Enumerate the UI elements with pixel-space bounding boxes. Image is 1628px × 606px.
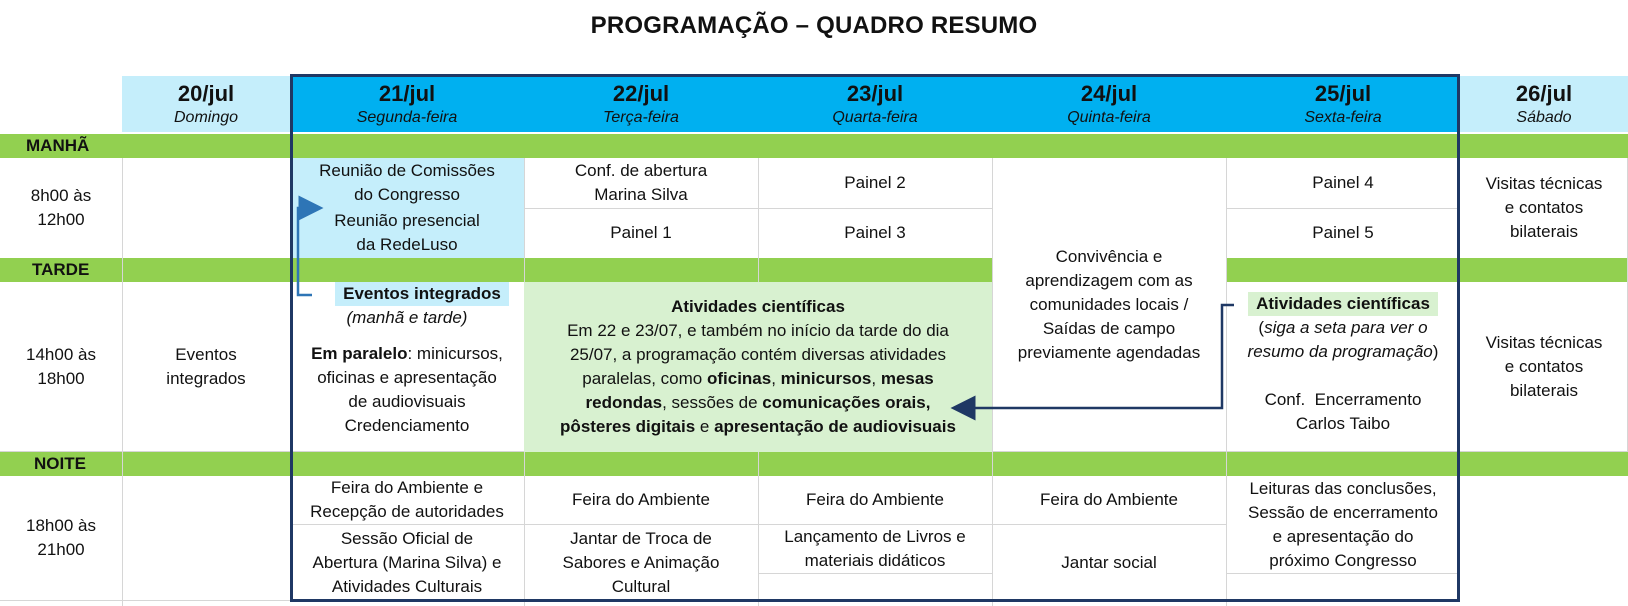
cell-line: de audiovisuais [348, 392, 466, 411]
time-line: 18h00 às [26, 516, 96, 535]
text: resumo da programação [1247, 342, 1433, 361]
arrow-eventos-integrados [298, 208, 316, 295]
cell-line: materiais didáticos [804, 551, 946, 570]
cell-line: e contatos [1504, 198, 1584, 217]
time-line: 14h00 às [26, 345, 96, 364]
cell-line: Convivência e [1055, 247, 1163, 266]
day-date: 22/jul [612, 81, 670, 106]
time-line: 12h00 [37, 210, 85, 229]
cell-line: Sabores e Animação [562, 553, 720, 572]
cell-tue-evening-1: Feira do Ambiente [572, 490, 710, 509]
day-date: 20/jul [177, 81, 235, 106]
time-line: 8h00 às [30, 186, 92, 205]
cell-line: comunidades locais / [1029, 295, 1189, 314]
cell-line: integrados [166, 369, 246, 388]
text: ) [1432, 342, 1439, 361]
cell-line: do Congresso [354, 185, 460, 204]
text: ( [1258, 318, 1265, 337]
eventos-integrados-title: Eventos integrados [335, 282, 509, 306]
period-label-manha: MANHÃ [26, 136, 90, 155]
cell-line: bilaterais [1509, 381, 1579, 400]
keyword: mesas [880, 369, 934, 388]
keyword: pôsteres digitais [560, 417, 696, 436]
cell-thu-evening-2: Jantar social [1061, 553, 1157, 572]
cell-wed-morning-1: Painel 2 [844, 173, 906, 192]
cell-line: Feira do Ambiente e [330, 478, 484, 497]
cell-line: Marina Silva [594, 185, 688, 204]
text: siga a seta para ver o [1264, 318, 1428, 337]
day-weekday: Sexta-feira [1304, 109, 1382, 126]
cell-line: Sessão de encerramento [1248, 503, 1438, 522]
fri-sci-title: Atividades científicas [1248, 292, 1438, 316]
cell-line: Cultural [611, 577, 671, 596]
cell-line: bilaterais [1509, 222, 1579, 241]
cell-line: Eventos [175, 345, 237, 364]
cell-line: Lançamento de Livros e [784, 527, 966, 546]
day-date: 23/jul [846, 81, 904, 106]
cell-line: próximo Congresso [1269, 551, 1417, 570]
cell-line: Visitas técnicas [1485, 174, 1603, 193]
cell-fri-morning-1: Painel 4 [1312, 173, 1374, 192]
time-line: 21h00 [37, 540, 85, 559]
keyword: comunicações orais, [762, 393, 931, 412]
keyword: oficinas [706, 369, 772, 388]
cell-line: e contatos [1504, 357, 1584, 376]
cell-tue-morning-2: Painel 1 [610, 223, 672, 242]
cell-wed-morning-2: Painel 3 [844, 223, 906, 242]
keyword: apresentação de audiovisuais [714, 417, 956, 436]
cell-line: Sessão Oficial de [340, 529, 474, 548]
cell-line: Saídas de campo [1042, 319, 1176, 338]
em-paralelo-text: : minicursos, [407, 344, 503, 363]
cell-line: aprendizagem com as [1025, 271, 1193, 290]
period-label-tarde: TARDE [32, 260, 90, 279]
cell-line: e apresentação do [1272, 527, 1414, 546]
em-paralelo-label: Em paralelo [311, 344, 408, 363]
text: , [771, 369, 781, 388]
cell-line: (manhã e tarde) [346, 308, 468, 327]
day-date: 21/jul [378, 81, 436, 106]
day-weekday: Domingo [173, 109, 239, 126]
cell-line: Credenciamento [344, 416, 470, 435]
cell-line: Recepção de autoridades [310, 502, 504, 521]
cell-line: Visitas técnicas [1485, 333, 1603, 352]
cell-line: Atividades Culturais [331, 577, 483, 596]
day-weekday: Segunda-feira [356, 109, 458, 126]
cell-thu-evening-1: Feira do Ambiente [1040, 490, 1178, 509]
page-title: PROGRAMAÇÃO – QUADRO RESUMO [590, 12, 1038, 39]
day-weekday: Quarta-feira [832, 109, 918, 126]
cell-fri-morning-2: Painel 5 [1312, 223, 1374, 242]
day-date: 25/jul [1314, 81, 1372, 106]
arrow-scientific-activities [958, 305, 1234, 408]
time-line: 18h00 [37, 369, 85, 388]
cell-line: Leituras das conclusões, [1249, 479, 1437, 498]
text: paralelas, como [582, 369, 707, 388]
cell-line: previamente agendadas [1017, 343, 1201, 362]
day-weekday: Quinta-feira [1067, 109, 1151, 126]
cell-wed-evening-1: Feira do Ambiente [806, 490, 944, 509]
cell-line: Em 22 e 23/07, e também no início da tarde do dia [567, 321, 949, 340]
day-date: 24/jul [1080, 81, 1138, 106]
cell-line: da RedeLuso [356, 235, 458, 254]
keyword: redondas [585, 393, 663, 412]
period-label-noite: NOITE [34, 454, 86, 473]
cell-line: Reunião de Comissões [319, 161, 495, 180]
cell-line: Conf. Encerramento [1264, 390, 1422, 409]
text: , [871, 369, 881, 388]
cell-line: Jantar de Troca de [570, 529, 712, 548]
day-weekday: Terça-feira [603, 109, 679, 126]
cell-line: Reunião presencial [334, 211, 480, 230]
cell-line: 25/07, a programação contém diversas atividades [569, 345, 947, 364]
sci-title: Atividades científicas [671, 297, 845, 316]
cell-line: Conf. de abertura [574, 161, 708, 180]
day-weekday: Sábado [1516, 109, 1572, 126]
text: e [695, 417, 715, 436]
keyword: minicursos [780, 369, 872, 388]
cell-line: oficinas e apresentação [317, 368, 497, 387]
day-date: 26/jul [1515, 81, 1573, 106]
cell-line: Abertura (Marina Silva) e [312, 553, 502, 572]
text: , sessões de [662, 393, 763, 412]
cell-line: Carlos Taibo [1295, 414, 1391, 433]
